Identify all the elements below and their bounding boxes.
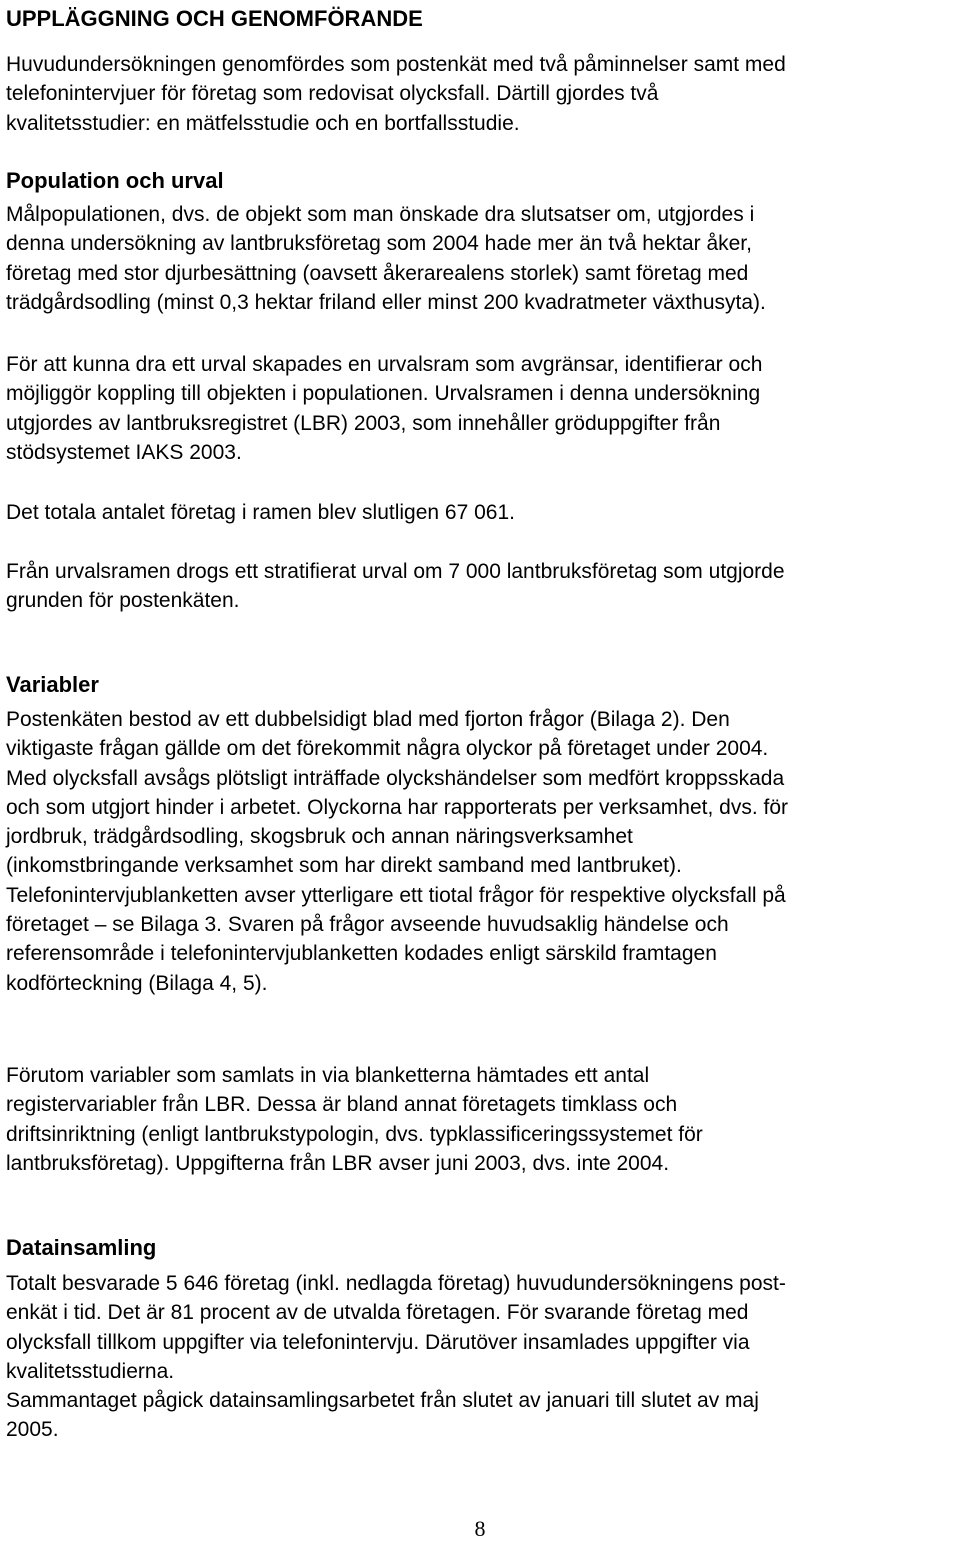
text-line: utgjordes av lantbruksregistret (LBR) 2003, som innehåller gröduppgifter från [6,411,721,435]
population-paragraph-4 [6,557,785,616]
text-line: Sammantaget pågick datainsamlingsarbetet från slutet av januari till slutet av maj [6,1389,759,1413]
text-line: telefonintervjuer för företag som redovisat olycksfall. Därtill gjordes två [6,82,659,106]
section-heading-variabler: Variabler [6,672,99,697]
intro-paragraph [6,50,786,138]
text-line: Totalt besvarade 5 646 företag (inkl. nedlagda företag) huvudundersökningens post- [6,1272,786,1295]
text-line: 2005. [6,1418,59,1442]
text-line: Förutom variabler som samlats in via blanketterna hämtades ett antal [6,1064,650,1087]
text-line: lantbruksföretag). Uppgifterna från LBR avser juni 2003, dvs. inte 2004. [6,1151,670,1175]
datainsamling-paragraph [6,1269,786,1445]
text-line: Det totala antalet företag i ramen blev slutligen 67 061. [6,501,515,524]
text-line: referensområde i telefonintervjublanketten kodades enligt särskild framtagen [6,942,717,966]
text-line: olycksfall tillkom uppgifter via telefonintervju. Därutöver insamlades uppgifter via [6,1330,750,1354]
text-line: Målpopulationen, dvs. de objekt som man önskade dra slutsatser om, utgjordes i [6,203,755,226]
text-line: enkät i tid. Det är 81 procent av de utvalda företagen. För svarande företag med [6,1301,749,1325]
text-line: Från urvalsramen drogs ett stratifierat urval om 7 000 lantbruksföretag som utgjorde [6,560,785,583]
text-line: driftsinriktning (enligt lantbrukstypologin, dvs. typklassificeringssystemet för [6,1122,703,1146]
text-line: (inkomstbringande verksamhet som har direkt samband med lantbruket). [6,854,682,878]
population-paragraph-3 [6,498,515,527]
variabler-paragraph-2 [6,1061,703,1178]
text-line: företaget – se Bilaga 3. Svaren på frågor avseende huvudsaklig händelse och [6,913,729,937]
text-line: Med olycksfall avsågs plötsligt inträffade olyckshändelser som medfört kroppsskada [6,766,785,790]
text-line: möjliggör koppling till objekten i populationen. Urvalsramen i denna undersökning [6,382,761,406]
text-line: registervariabler från LBR. Dessa är bland annat företagets timklass och [6,1093,678,1117]
text-line: För att kunna dra ett urval skapades en urvalsram som avgränsar, identifierar och [6,353,763,376]
population-paragraph-1 [6,200,766,317]
text-line: jordbruk, trädgårdsodling, skogsbruk och annan näringsverksamhet [6,825,633,849]
text-line: stödsystemet IAKS 2003. [6,440,242,464]
page-title: UPPLÄGGNING OCH GENOMFÖRANDE [6,6,423,31]
text-line: och som utgjort hinder i arbetet. Olyckorna har rapporterats per verksamhet, dvs. för [6,795,789,819]
text-line: Postenkäten bestod av ett dubbelsidigt blad med fjorton frågor (Bilaga 2). Den [6,708,730,731]
population-paragraph-2 [6,350,762,467]
text-line: kvalitetsstudierna. [6,1359,175,1383]
text-line: denna undersökning av lantbruksföretag som 2004 hade mer än två hektar åker, [6,232,752,256]
variabler-paragraph-1 [6,705,788,998]
text-line: grunden för postenkäten. [6,589,240,613]
text-line: trädgårdsodling (minst 0,3 hektar friland eller minst 200 kvadratmeter växthusyta). [6,290,766,314]
page-number: 8 [474,1516,486,1541]
section-heading-datainsamling: Datainsamling [6,1235,157,1260]
text-line: viktigaste frågan gällde om det förekommit några olyckor på företaget under 2004. [6,737,769,761]
text-line: kvalitetsstudier: en mätfelsstudie och en bortfallsstudie. [6,111,520,135]
text-line: Huvudundersökningen genomfördes som postenkät med två påminnelser samt med [6,53,786,76]
text-line: företag med stor djurbesättning (oavsett åkerarealens storlek) samt företag med [6,261,749,285]
section-heading-population: Population och urval [6,168,224,193]
text-line: Telefonintervjublanketten avser ytterligare ett tiotal frågor för respektive olycksfall på [6,883,786,907]
text-line: kodförteckning (Bilaga 4, 5). [6,971,268,995]
